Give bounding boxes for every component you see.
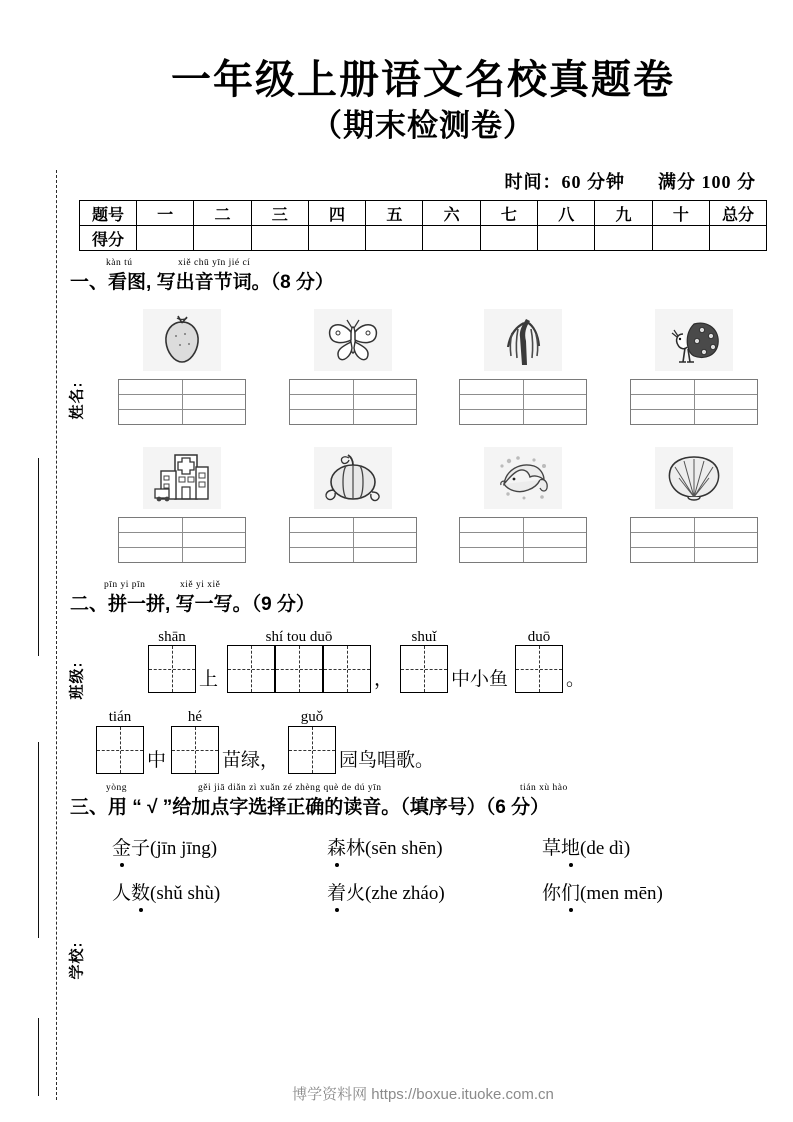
tianzige-group[interactable]: [400, 645, 448, 693]
score-table-row-label-score: 得分: [80, 226, 137, 251]
pinyin-answer-grid[interactable]: [118, 379, 246, 425]
score-cell-3[interactable]: [251, 226, 308, 251]
pinyin-hint: shuǐ: [411, 628, 437, 645]
score-table-col-5: 五: [366, 201, 423, 226]
section-1-heading: [70, 258, 778, 295]
picture-item: [283, 309, 423, 425]
score-cell-1[interactable]: [137, 226, 194, 251]
tianzige-group[interactable]: [288, 726, 336, 774]
exam-meta: [68, 168, 778, 194]
score-table-header-row: [80, 201, 767, 226]
dashed-cut-line: [56, 170, 57, 1100]
write-group: [171, 709, 219, 774]
tianzige-group[interactable]: [171, 726, 219, 774]
word-char: 人: [112, 883, 132, 905]
section-3-pinyin-2: gěi jiā diǎn zì xuǎn zé zhèng què de dú yīn: [198, 782, 382, 793]
score-cell-6[interactable]: [423, 226, 480, 251]
score-cell-5[interactable]: [366, 226, 423, 251]
page-subtitle: （期末检测卷）: [311, 108, 535, 143]
section-3-heading: [70, 782, 778, 820]
pronunciation-item[interactable]: [542, 878, 663, 905]
section-2-title: 拼一拼, 写一写。: [108, 593, 252, 615]
student-name-label: 姓名:: [68, 381, 86, 420]
picture-item: [453, 447, 593, 563]
word-char: 草: [542, 838, 562, 860]
section-1-score: （8 分）: [270, 272, 334, 294]
pinyin-answer-grid[interactable]: [289, 379, 417, 425]
tianzige-cell[interactable]: [323, 645, 371, 693]
word-char: 子: [131, 838, 151, 860]
exam-page: [68, 0, 778, 1122]
write-group: [515, 629, 563, 694]
pinyin-hint: guǒ: [300, 709, 324, 726]
inline-text: ，: [374, 669, 394, 691]
pronunciation-item[interactable]: [542, 833, 630, 860]
hospital-icon: [143, 447, 221, 509]
picture-item: [453, 309, 593, 425]
pronunciation-item[interactable]: [327, 878, 542, 905]
inline-text: 。: [566, 669, 586, 691]
peacock-icon: [655, 309, 733, 371]
score-table-col-3: 三: [251, 201, 308, 226]
inline-text: 中小鱼: [451, 669, 509, 691]
score-cell-8[interactable]: [538, 226, 595, 251]
dotted-char: 地: [561, 833, 580, 860]
section-3-score: （6 分）: [485, 796, 550, 818]
word-char: 火: [346, 883, 366, 905]
pronunciation-options[interactable]: (sēn shēn): [365, 838, 443, 860]
exam-full-score: 满分 100 分: [658, 172, 756, 193]
dotted-char: 森: [327, 833, 346, 860]
tianzige-cell[interactable]: [288, 726, 336, 774]
section-3-title: 用 “ √ ”给加点字选择正确的读音。（填序号）: [108, 796, 486, 818]
pronunciation-row-2: [70, 878, 778, 905]
score-table-col-4: 四: [308, 201, 365, 226]
pronunciation-item[interactable]: [112, 878, 327, 905]
pinyin-hint: shí tou duō: [265, 628, 333, 645]
pronunciation-options[interactable]: (de dì): [580, 838, 631, 860]
section-2: [68, 579, 778, 774]
pronunciation-row-1: [70, 833, 778, 860]
school-writing-line: [38, 1018, 39, 1096]
inline-text: 苗绿，: [222, 749, 280, 771]
inline-text: 中: [147, 749, 167, 771]
write-group: [288, 709, 336, 774]
picture-item: [283, 447, 423, 563]
pinyin-answer-grid[interactable]: [459, 379, 587, 425]
dotted-char: 们: [561, 878, 580, 905]
tianzige-group[interactable]: [515, 645, 563, 693]
dolphin-icon: [484, 447, 562, 509]
write-group: [148, 629, 196, 694]
inline-text: 园鸟唱歌。: [339, 749, 435, 771]
score-table-col-7: 七: [480, 201, 537, 226]
class-writing-line: [38, 742, 39, 938]
page-title: 一年级上册语文名校真题卷: [171, 57, 675, 102]
write-group: [400, 629, 448, 694]
pumpkin-icon: [314, 447, 392, 509]
word-char: 林: [346, 838, 366, 860]
section-1-picture-row-2: [70, 447, 778, 563]
section-1-picture-row-1: [70, 309, 778, 425]
pronunciation-options[interactable]: (men mēn): [580, 883, 663, 905]
school-label: 学校:: [68, 941, 86, 980]
class-label: 班级:: [68, 661, 86, 700]
score-table-total-label: 总分: [710, 201, 767, 226]
section-3-pinyin-1: yòng: [106, 782, 127, 793]
student-name-writing-line: [38, 458, 39, 656]
score-cell-9[interactable]: [595, 226, 652, 251]
pinyin-hint: tián: [108, 709, 132, 726]
write-group: [227, 629, 371, 694]
picture-item: [624, 309, 764, 425]
score-table: [79, 200, 767, 251]
left-margin: [0, 0, 86, 1122]
tianzige-cell[interactable]: [96, 726, 144, 774]
section-1: [68, 258, 778, 563]
tianzige-cell[interactable]: [171, 726, 219, 774]
section-1-pinyin-2: xiě chū yīn jié cí: [178, 258, 251, 269]
section-2-heading: [70, 579, 778, 617]
willow-tree-icon: [484, 309, 562, 371]
section-3: [68, 782, 778, 906]
section-2-pinyin-1: pīn yi pīn: [104, 579, 146, 590]
tianzige-group[interactable]: [96, 726, 144, 774]
tianzige-cell[interactable]: [515, 645, 563, 693]
tianzige-group[interactable]: [148, 645, 196, 693]
section-1-number: 一、: [70, 272, 109, 294]
tianzige-cell[interactable]: [400, 645, 448, 693]
pinyin-hint: hé: [187, 709, 203, 726]
section-3-pinyin-3: tián xù hào: [520, 782, 568, 793]
exam-duration: 时间：60 分钟: [504, 172, 625, 193]
footer-watermark: 博学资料网 https://boxue.ituoke.com.cn: [292, 1086, 554, 1103]
score-table-col-9: 九: [595, 201, 652, 226]
write-group: [96, 709, 144, 774]
butterfly-icon: [314, 309, 392, 371]
tianzige-cell[interactable]: [148, 645, 196, 693]
tianzige-group[interactable]: [227, 645, 371, 693]
score-cell-10[interactable]: [652, 226, 709, 251]
dotted-char: 数: [131, 878, 150, 905]
pronunciation-item[interactable]: [327, 833, 542, 860]
tianzige-cell[interactable]: [275, 645, 323, 693]
score-cell-7[interactable]: [480, 226, 537, 251]
score-table-col-6: 六: [423, 201, 480, 226]
pinyin-answer-grid[interactable]: [630, 517, 758, 563]
score-table-col-2: 二: [194, 201, 251, 226]
section-2-score: （9 分）: [251, 593, 315, 615]
pinyin-answer-grid[interactable]: [289, 517, 417, 563]
pronunciation-options[interactable]: (jīn jīng): [150, 838, 218, 860]
section-2-number: 二、: [70, 593, 109, 615]
picture-item: [624, 447, 764, 563]
dotted-char: 着: [327, 878, 346, 905]
pinyin-hint: duō: [527, 628, 551, 645]
inline-text: 上: [199, 669, 219, 691]
score-table-row-label-questions: 题号: [80, 201, 137, 226]
pinyin-hint: shān: [158, 628, 186, 645]
score-cell-2[interactable]: [194, 226, 251, 251]
seashell-icon: [655, 447, 733, 509]
picture-item: [112, 447, 252, 563]
picture-item: [112, 309, 252, 425]
pronunciation-options[interactable]: (shǔ shù): [150, 883, 221, 905]
tianzige-cell[interactable]: [227, 645, 275, 693]
score-cell-4[interactable]: [308, 226, 365, 251]
word-char: 你: [542, 883, 562, 905]
pinyin-answer-grid[interactable]: [630, 379, 758, 425]
score-table-col-1: 一: [137, 201, 194, 226]
strawberry-icon: [143, 309, 221, 371]
score-table-col-8: 八: [538, 201, 595, 226]
section-2-pinyin-2: xiě yi xiě: [180, 579, 221, 590]
section-1-title: 看图, 写出音节词。: [108, 272, 271, 294]
pinyin-answer-grid[interactable]: [118, 517, 246, 563]
pronunciation-options[interactable]: (zhe zháo): [365, 883, 445, 905]
section-3-number: 三、: [70, 796, 109, 818]
score-table-col-10: 十: [652, 201, 709, 226]
dotted-char: 金: [112, 833, 131, 860]
pronunciation-item[interactable]: [112, 833, 327, 860]
score-table-score-row: [80, 226, 767, 251]
section-1-pinyin-1: kàn tú: [106, 258, 133, 269]
score-cell-total[interactable]: [710, 226, 767, 251]
pinyin-answer-grid[interactable]: [459, 517, 587, 563]
